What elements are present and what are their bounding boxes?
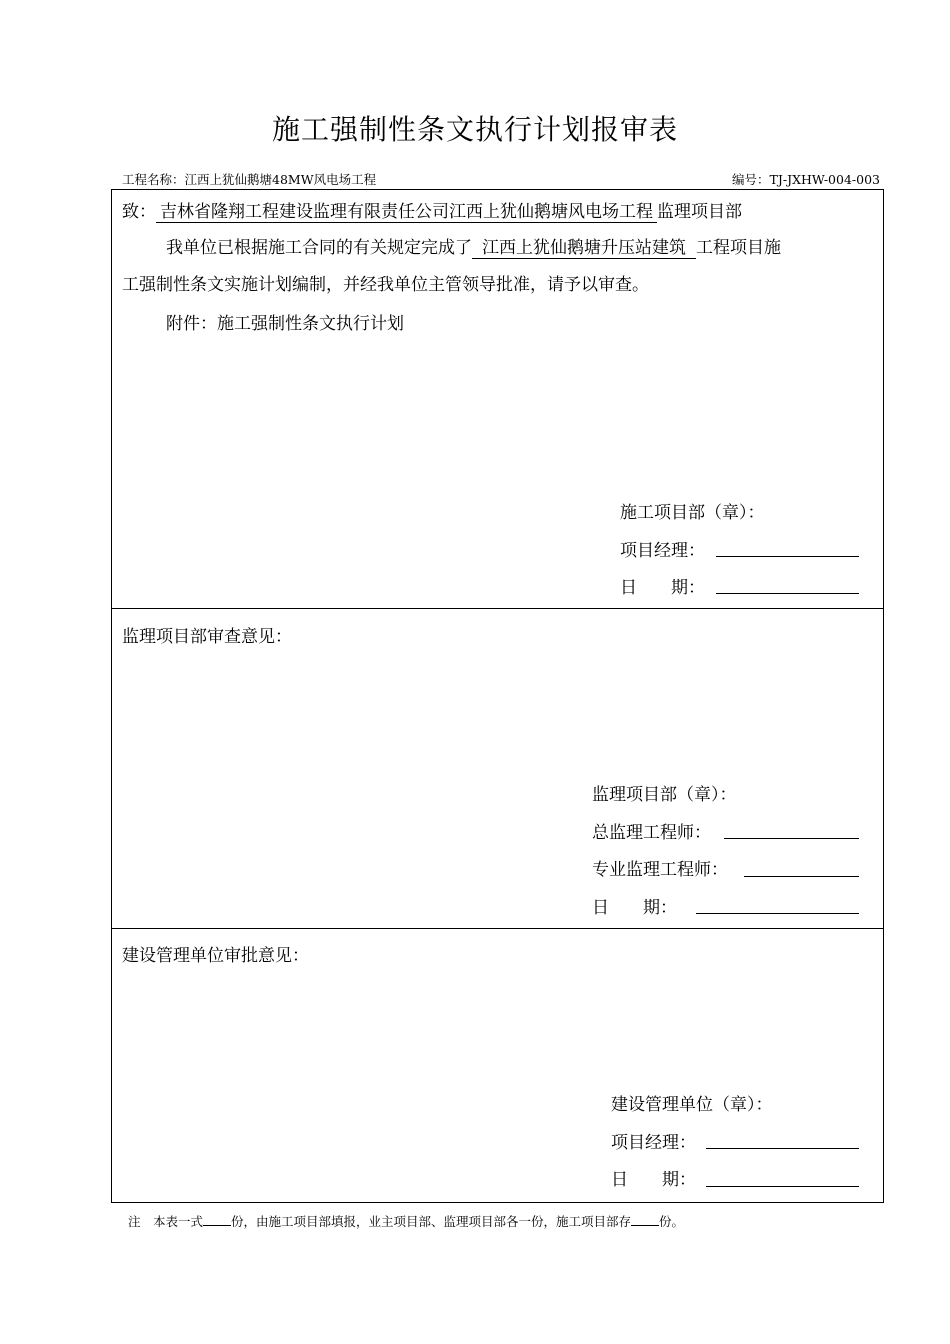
form-border bbox=[111, 189, 884, 1203]
owner-approval-title: 建设管理单位审批意见： bbox=[122, 946, 309, 966]
chief-engineer-label: 总监理工程师： bbox=[592, 823, 711, 843]
to-label: 致： bbox=[122, 202, 156, 222]
note-prefix: 注 本表一式 bbox=[128, 1214, 204, 1229]
contractor-stamp-label: 施工项目部（章）： bbox=[620, 503, 765, 523]
copies-blank bbox=[203, 1213, 231, 1226]
specialist-engineer-signature-line bbox=[744, 876, 859, 877]
recipient-line bbox=[122, 197, 742, 223]
note-suffix: 份。 bbox=[659, 1214, 685, 1229]
project-label: 工程名称： bbox=[122, 172, 185, 187]
recipient-dept: 监理项目部 bbox=[657, 202, 742, 222]
page-title: 施工强制性条文执行计划报审表 bbox=[271, 113, 678, 146]
chief-engineer-signature-line bbox=[724, 838, 859, 839]
body-prefix: 我单位已根据施工合同的有关规定完成了 bbox=[166, 238, 472, 258]
section-divider-1 bbox=[111, 608, 884, 609]
retained-copies-blank bbox=[631, 1213, 659, 1226]
note-middle: 份，由施工项目部填报，业主项目部、监理项目部各一份，施工项目部存 bbox=[231, 1214, 632, 1229]
project-name-line bbox=[122, 170, 376, 188]
owner-stamp-label: 建设管理单位（章）： bbox=[611, 1095, 773, 1115]
body-project: 江西上犹仙鹅塘升压站建筑 bbox=[472, 233, 696, 259]
footnote bbox=[128, 1212, 684, 1230]
supervision-opinion-title: 监理项目部审查意见： bbox=[122, 627, 292, 647]
supervision-stamp-label: 监理项目部（章）： bbox=[592, 785, 737, 805]
number-value: TJ-JXHW-004-003 bbox=[769, 172, 881, 187]
owner-manager-signature-line bbox=[706, 1148, 859, 1149]
project-name: 江西上犹仙鹅塘48MW风电场工程 bbox=[184, 172, 377, 187]
contractor-manager-signature-line bbox=[716, 556, 859, 557]
owner-manager-label: 项目经理： bbox=[611, 1133, 696, 1153]
number-label: 编号： bbox=[732, 172, 770, 187]
supervision-date-line bbox=[696, 913, 859, 914]
section-divider-2 bbox=[111, 928, 884, 929]
owner-date-label: 日 期： bbox=[611, 1170, 696, 1190]
specialist-engineer-label: 专业监理工程师： bbox=[592, 860, 728, 880]
body-line-1 bbox=[166, 233, 781, 259]
contractor-date-label: 日 期： bbox=[620, 578, 705, 598]
supervision-date-label: 日 期： bbox=[592, 898, 677, 918]
contractor-date-line bbox=[716, 593, 859, 594]
body-line-2: 工强制性条文实施计划编制，并经我单位主管领导批准，请予以审查。 bbox=[122, 275, 649, 295]
attachment-line: 附件：施工强制性条文执行计划 bbox=[166, 314, 404, 334]
form-number-line bbox=[732, 170, 880, 188]
body-suffix: 工程项目施 bbox=[696, 238, 781, 258]
owner-date-line bbox=[706, 1186, 859, 1187]
contractor-manager-label: 项目经理： bbox=[620, 541, 705, 561]
recipient-name: 吉林省隆翔工程建设监理有限责任公司江西上犹仙鹅塘风电场工程 bbox=[156, 197, 657, 223]
